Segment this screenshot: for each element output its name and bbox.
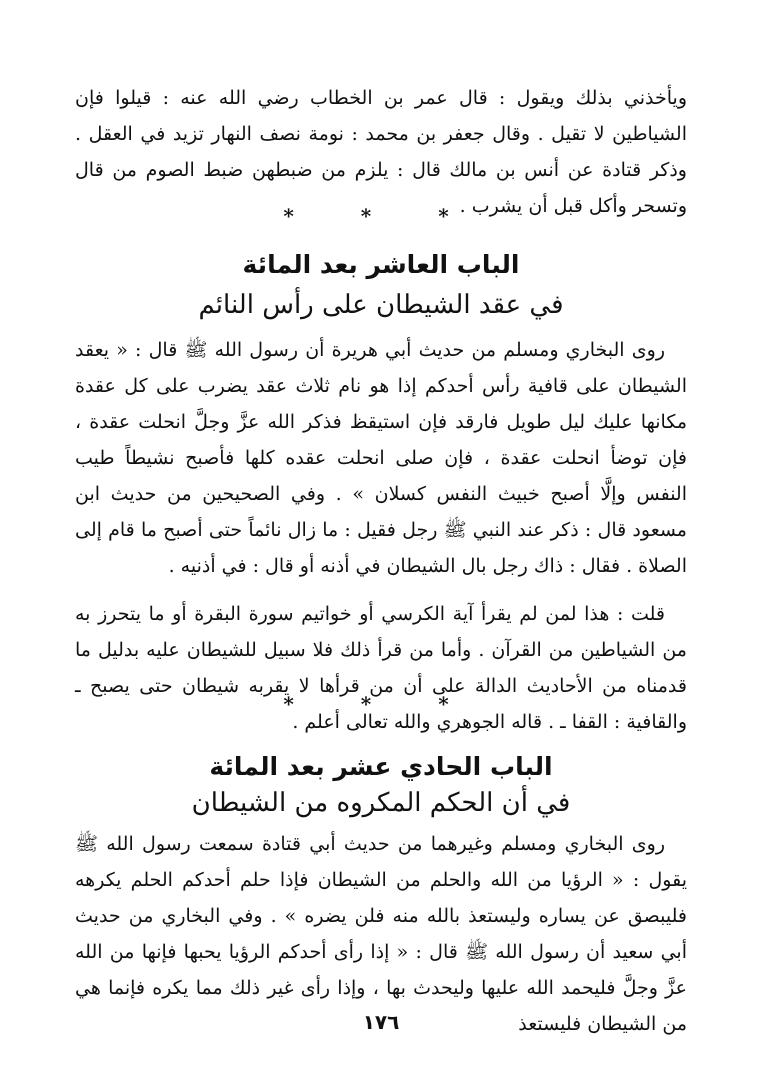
chapter-110-subtitle: في عقد الشيطان على رأس النائم: [198, 290, 564, 320]
section-separator-1: * * *: [283, 204, 479, 228]
chapter-110-body: [75, 332, 687, 740]
chapter-110-paragraph-1: روى البخاري ومسلم من حديث أبي هريرة أن رسول الله ﷺ قال : « يعقد الشيطان على قافية رأس أحدكم إذا هو نام ثلاث عقد يضرب على كل عقدة مكانها عليك ليل طويل فارقد فإن استيقظ فذكر الله عزَّ وجلَّ انحلت عقدة ، فإن توضأ انحلت عقدة ، فإن صلى انحلت عقده كلها فأصبح نشيطاً طيب النفس وإلَّا أصبح خبيث النفس كسلان » . وفي الصحيحين من حديث ابن مسعود قال : ذكر عند النبي ﷺ رجل فقيل : ما زال نائماً حتى أصبح ما قام إلى الصلاة . فقال : ذاك رجل بال الشيطان في أذنه أو قال : في أذنيه .: [75, 339, 687, 577]
chapter-111-paragraph-1: روى البخاري ومسلم وغيرهما من حديث أبي قتادة سمعت رسول الله ﷺ يقول : « الرؤيا من الله والحلم من الشيطان فإذا حلم أحدكم الحلم يكرهه فليبصق عن يساره وليستعذ بالله منه فلن يضره » . وفي البخاري من حديث أبي سعيد أن رسول الله ﷺ قال : « إذا رأى أحدكم الرؤيا يحبها فإنها من الله عزَّ وجلَّ فليحمد الله عليها وليحدث بها ، وإذا رأى غير ذلك مما يكره فإنما هي من الشيطان فليستعذ: [75, 833, 687, 1035]
chapter-110-paragraph-2: قلت : هذا لمن لم يقرأ آية الكرسي أو خواتيم سورة البقرة أو ما يتحرز به من الشياطين من القرآن . وأما من قرأ ذلك فلا سبيل للشيطان عليه بدليل ما قدمناه من الأحاديث الدالة على أن من قرأها لا يقربه شيطان حتى يصبح ـ والقافية : القفا ـ . قاله الجوهري والله تعالى أعلم .: [75, 603, 687, 733]
intro-paragraph: ويأخذني بذلك ويقول : قال عمر بن الخطاب رضي الله عنه : قيلوا فإن الشياطين لا تقيل . وقال جعفر بن محمد : نومة نصف النهار تزيد في العقل . وذكر قتادة عن أنس بن مالك قال : يلزم من ضبطهن ضبط الصوم من قال وتسحر وأكل قبل أن يشرب .: [75, 87, 687, 217]
page-number: ١٧٦: [362, 1010, 400, 1034]
chapter-110-title: الباب العاشر بعد المائة: [242, 250, 520, 279]
chapter-111-subtitle: في أن الحكم المكروه من الشيطان: [191, 788, 571, 818]
section-separator-2: * * *: [283, 692, 479, 716]
intro-paragraph-block: [75, 80, 687, 224]
chapter-111-title: الباب الحادي عشر بعد المائة: [209, 752, 553, 781]
